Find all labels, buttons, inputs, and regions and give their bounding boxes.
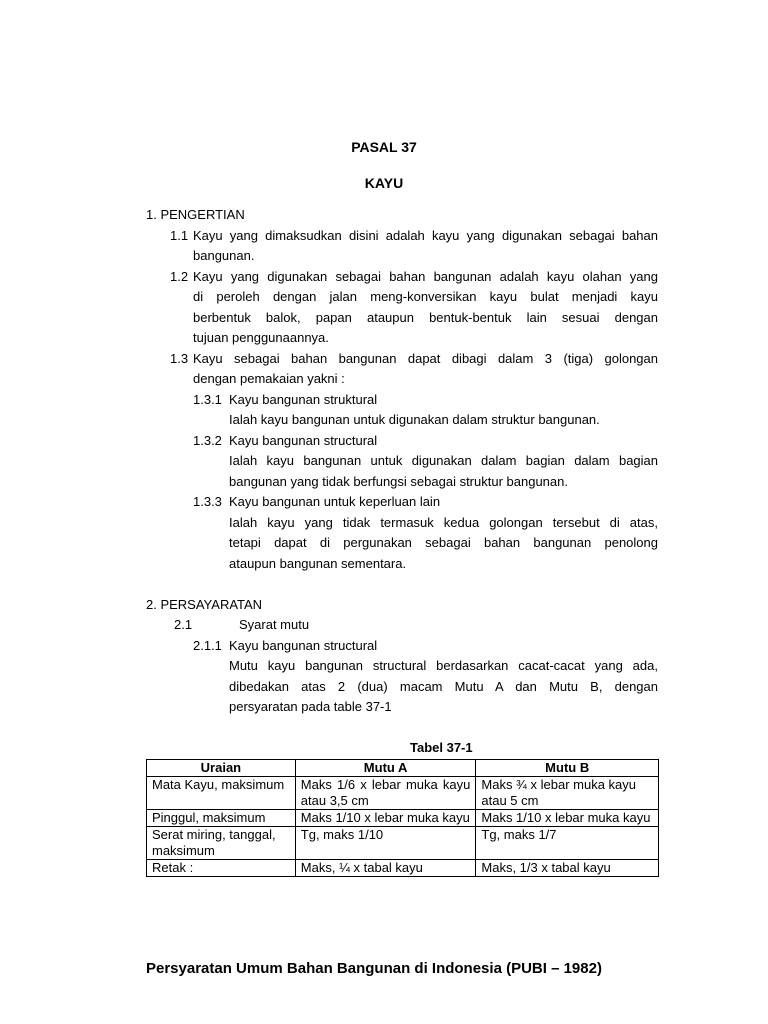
table-cell: Maks 1/6 x lebar muka kayu atau 3,5 cm <box>295 777 476 810</box>
item-1-3-2-desc: Ialah kayu bangunan untuk digunakan dalam bagian dalam bagian <box>229 453 658 468</box>
item-2-1-1-desc-cont: persyaratan pada table 37-1 <box>229 699 392 714</box>
item-2-1-number: 2.1 <box>174 617 193 632</box>
item-2-1-1-desc-cont: dibedakan atas 2 (dua) macam Mutu A dan Mutu B, dengan <box>229 679 658 694</box>
table-row <box>147 827 659 860</box>
item-1-3-text-cont: dengan pemakaian yakni : <box>193 371 345 386</box>
table-cell: Maks 1/10 x lebar muka kayu <box>295 810 476 827</box>
item-1-3-1-number: 1.3.1 <box>193 392 222 407</box>
item-1-3-2-desc-cont: bangunan yang tidak berfungsi sebagai struktur bangunan. <box>229 474 568 489</box>
table-cell: Tg, maks 1/7 <box>476 827 659 860</box>
section-2-title: 2. PERSAYARATAN <box>146 597 263 612</box>
table-row <box>147 777 659 810</box>
item-1-1-number: 1.1 <box>170 228 189 243</box>
item-2-1-1-number: 2.1.1 <box>193 638 222 653</box>
item-1-2-text-cont: berbentuk balok, papan ataupun bentuk-bentuk lain sesuai dengan <box>193 310 658 325</box>
item-1-3-2-number: 1.3.2 <box>193 433 222 448</box>
item-1-1-text-cont: bangunan. <box>193 248 255 263</box>
item-1-2-text: Kayu yang digunakan sebagai bahan bangunan adalah kayu olahan yang <box>193 269 658 284</box>
table-cell: Serat miring, tanggal, maksimum <box>147 827 296 860</box>
requirements-table <box>146 759 659 877</box>
table-cell: Pinggul, maksimum <box>147 810 296 827</box>
table-cell: Maks ¾ x lebar muka kayu atau 5 cm <box>476 777 659 810</box>
table-cell: Maks, ¼ x tabal kayu <box>295 860 476 877</box>
item-1-1-text: Kayu yang dimaksudkan disini adalah kayu yang digunakan sebagai bahan <box>193 228 658 243</box>
page-footer: Persyaratan Umum Bahan Bangunan di Indonesia (PUBI – 1982) <box>146 960 602 977</box>
table-cell: Maks 1/10 x lebar muka kayu <box>476 810 659 827</box>
item-1-3-3-desc-cont: ataupun bangunan sementara. <box>229 556 407 571</box>
item-1-3-3-desc-cont: tetapi dapat di pergunakan sebagai bahan bangunan penolong <box>229 535 658 550</box>
item-1-3-1-desc: Ialah kayu bangunan untuk digunakan dalam struktur bangunan. <box>229 412 600 427</box>
item-1-2-text-cont: di peroleh dengan jalan meng-konversikan kayu bulat menjadi kayu <box>193 289 658 304</box>
column-header: Uraian <box>147 760 296 777</box>
page-title: PASAL 37 <box>351 139 417 155</box>
item-2-1-1-title: Kayu bangunan structural <box>229 638 378 653</box>
item-1-3-number: 1.3 <box>170 351 189 366</box>
item-1-3-1-title: Kayu bangunan struktural <box>229 392 378 407</box>
table-cell: Mata Kayu, maksimum <box>147 777 296 810</box>
item-2-1-title: Syarat mutu <box>239 617 310 632</box>
item-1-2-text-cont: tujuan penggunaannya. <box>193 330 329 345</box>
page-subtitle: KAYU <box>364 175 404 191</box>
item-2-1-1-desc: Mutu kayu bangunan structural berdasarkan cacat-cacat yang ada, <box>229 658 658 673</box>
table-cell: Maks, 1/3 x tabal kayu <box>476 860 659 877</box>
item-1-2-number: 1.2 <box>170 269 189 284</box>
item-1-3-3-number: 1.3.3 <box>193 494 222 509</box>
table-cell: Tg, maks 1/10 <box>295 827 476 860</box>
table-header-row <box>147 760 659 777</box>
table-caption: Tabel 37-1 <box>410 740 473 755</box>
column-header: Mutu A <box>295 760 476 777</box>
table-row <box>147 860 659 877</box>
column-header: Mutu B <box>476 760 659 777</box>
table-row <box>147 810 659 827</box>
item-1-3-text: Kayu sebagai bahan bangunan dapat dibagi dalam 3 (tiga) golongan <box>193 351 658 366</box>
table-cell: Retak : <box>147 860 296 877</box>
section-1-title: 1. PENGERTIAN <box>146 207 245 222</box>
item-1-3-3-title: Kayu bangunan untuk keperluan lain <box>229 494 441 509</box>
item-1-3-3-desc: Ialah kayu yang tidak termasuk kedua golongan tersebut di atas, <box>229 515 658 530</box>
item-1-3-2-title: Kayu bangunan structural <box>229 433 378 448</box>
